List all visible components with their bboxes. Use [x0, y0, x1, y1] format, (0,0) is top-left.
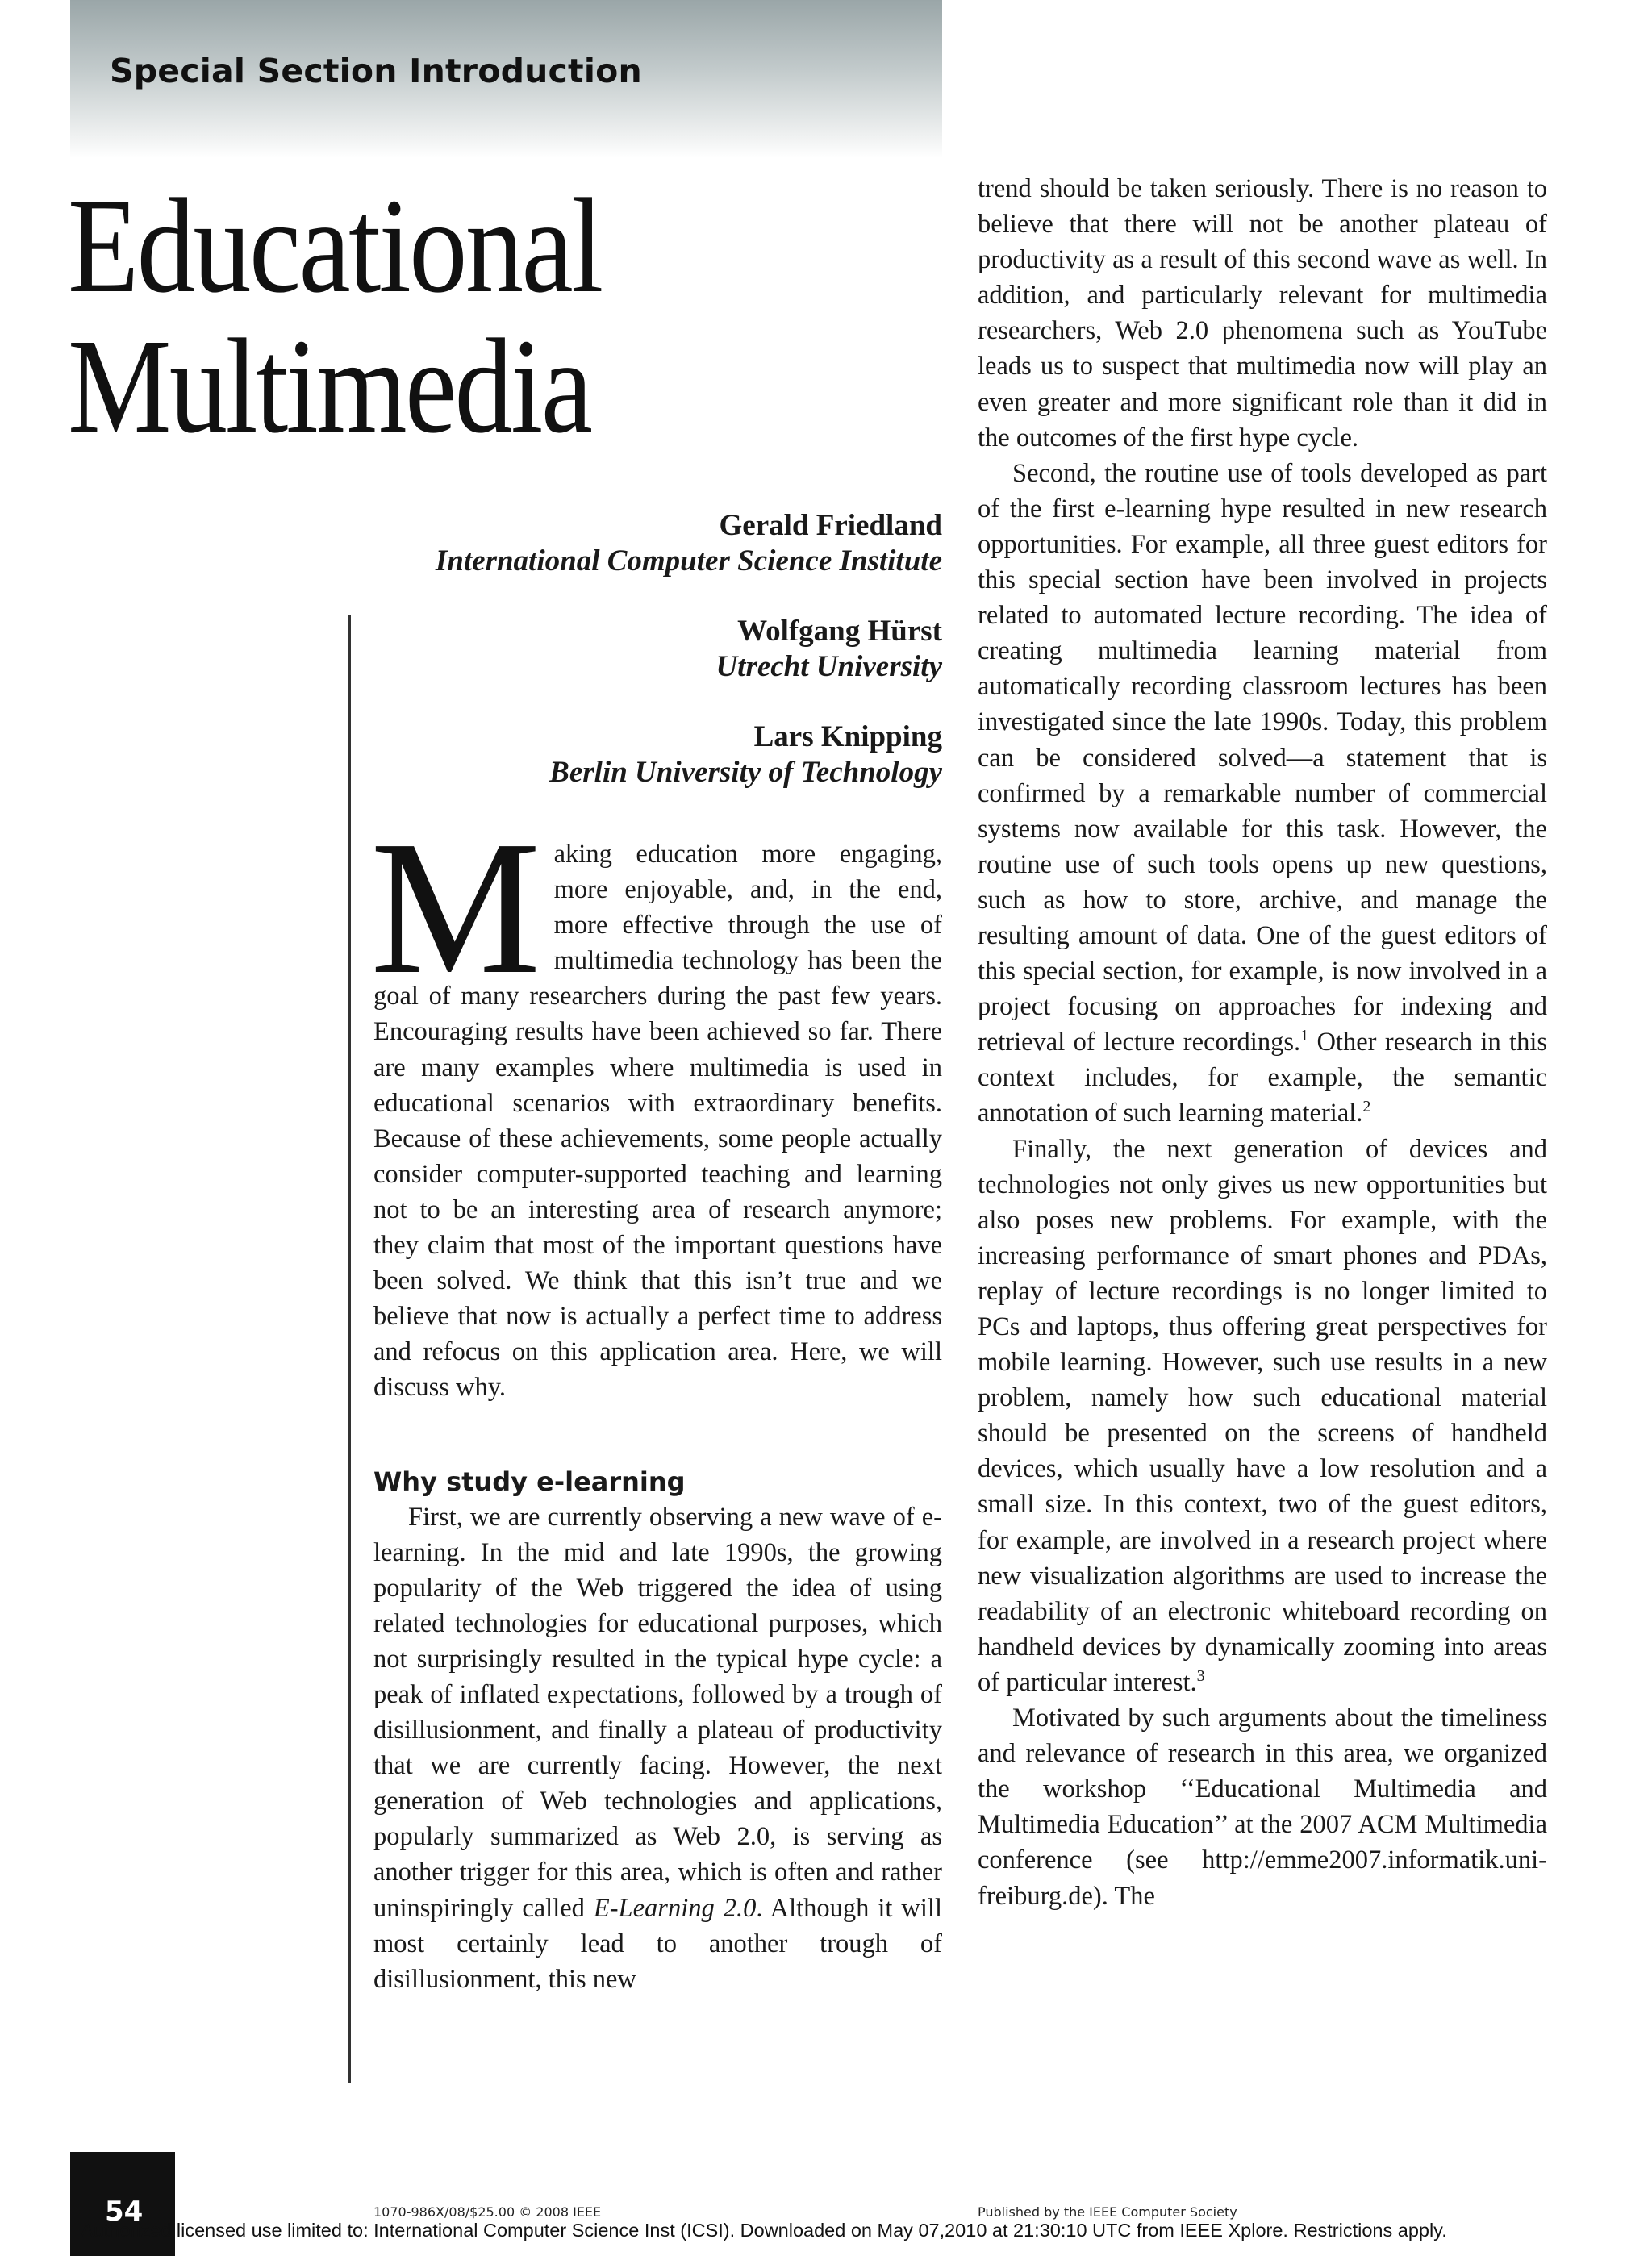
section-label: Special Section Introduction — [110, 52, 642, 90]
author-name: Lars Knipping — [753, 720, 942, 753]
body-paragraph: Motivated by such arguments about the timeliness and relevance of research in this area, we organized the workshop ‘‘Educational Multimedia and Multimedia Education’’ at the 2007 ACM Multimedia conference (see http://emme2007.informatik.uni-freiburg.de). The — [978, 1703, 1547, 1911]
body-text: First, we are currently observing a new wave of e-learning. In the mid and late 1990s, the growing popularity of the Web triggered the idea of using related technologies for educational purposes, which not surprisingly resulted in the typical hype cycle: a peak of inflated expectations, followed by a trough of disillusionment, and finally a plateau of productivity that we are currently facing. However, the next generation of Web technologies and applications, popularly summarized as Web 2.0, is serving as another trigger for this area, which is often and rather uninspiringly called — [373, 1502, 942, 1923]
publisher-line: Published by the IEEE Computer Society — [978, 2204, 1237, 2220]
page-number: 54 — [105, 2196, 144, 2228]
emphasis-text: E-Learning 2.0 — [593, 1893, 757, 1923]
left-column — [370, 802, 942, 1997]
body-text: . Although it will most certainly lead to another trough of disillusionment, this new — [373, 1893, 942, 1994]
reference-marker: 1 — [1300, 1027, 1309, 1045]
body-paragraph: trend should be taken seriously. There is no reason to believe that there will not be another plateau of productivity as a result of this second wave as well. In addition, and particularly relevant for multimedia researchers, Web 2.0 phenomena such as YouTube leads us to suspect that multimedia now will play an even greater and more significant role than it did in the outcomes of the first hype cycle. — [978, 174, 1547, 452]
body-text: Second, the routine use of tools developed as part of the first e-learning hype resulted in new research opportunities. For example, all three guest editors for this special section have been involved in projects related to automated lecture recording. The idea of creating multimedia learning material from automatically recording classroom lectures has been investigated since the late 1990s. Today, this problem can be considered solved—a statement that is confirmed by a remarkable number of commercial systems now available for this task. However, the routine use of such tools opens up new questions, such as how to store, archive, and manage the resulting amount of data. One of the guest editors of this special section, for example, is now involved in a project focusing on approaches for indexing and retrieval of lecture recordings. — [978, 458, 1547, 1057]
author-name: Wolfgang Hürst — [737, 615, 942, 648]
author-affiliation: Utrecht University — [715, 650, 942, 683]
reference-marker: 2 — [1362, 1098, 1371, 1116]
section-heading: Why study e-learning — [373, 1466, 686, 1497]
drop-cap: M — [370, 802, 541, 1014]
right-column — [978, 171, 1547, 1914]
intro-paragraph — [370, 802, 942, 1406]
author-affiliation: International Computer Science Institute — [435, 544, 942, 578]
article-title — [68, 171, 796, 461]
issn-line: 1070-986X/08/$25.00 © 2008 IEEE — [373, 2204, 602, 2220]
title-line-1: Educational — [68, 171, 602, 321]
author-block — [216, 719, 942, 790]
license-notice: Authorized licensed use limited to: International Computer Science Inst (ICSI). Downloaded on May 07,2010 at 21:30:10 UTC from IEEE Xplore. Restrictions apply. — [81, 2220, 1447, 2241]
author-list — [216, 508, 942, 825]
author-affiliation: Berlin University of Technology — [549, 756, 942, 789]
title-line-2: Multimedia — [68, 311, 591, 461]
intro-text: aking education more engaging, more enjoyable, and, in the end, more effective through the use of multimedia technology has been the goal of many researchers during the past few years. Encouraging results have been achieved so far. There are many examples where multimedia is used in educational scenarios with extraordinary benefits. Because of these achievements, some people actually consider computer-supported teaching and learning not to be an interesting area of research anymore; they claim that most of the important questions have been solved. We think that this isn’t true and we believe that now is actually a perfect time to address and refocus on this application area. Here, we will discuss why. — [373, 840, 942, 1403]
body-paragraph — [978, 456, 1547, 1132]
reference-marker: 3 — [1196, 1667, 1205, 1686]
body-text: Finally, the next generation of devices and technologies not only gives us new opportunities but also poses new problems. For example, with the increasing performance of smart phones and PDAs, replay of lecture recordings is no longer limited to PCs and laptops, thus offering great perspectives for mobile learning. However, such use results in a new problem, namely how such educational material should be presented on the screens of handheld devices, which usually have a low resolution and a small size. In this context, two of the guest editors, for example, are involved in a research project where new visualization algorithms are used to increase the readability of an electronic whiteboard recording on handheld devices by dynamically zooming into areas of particular interest. — [978, 1134, 1547, 1697]
vertical-rule — [348, 615, 351, 2083]
author-name: Gerald Friedland — [719, 509, 942, 542]
author-block — [216, 508, 942, 579]
body-paragraph — [978, 1132, 1547, 1701]
author-block — [216, 614, 942, 685]
body-paragraph — [373, 1499, 942, 1997]
body-text: Other research in this context includes, for example, the semantic annotation of such learning material. — [978, 1028, 1547, 1128]
